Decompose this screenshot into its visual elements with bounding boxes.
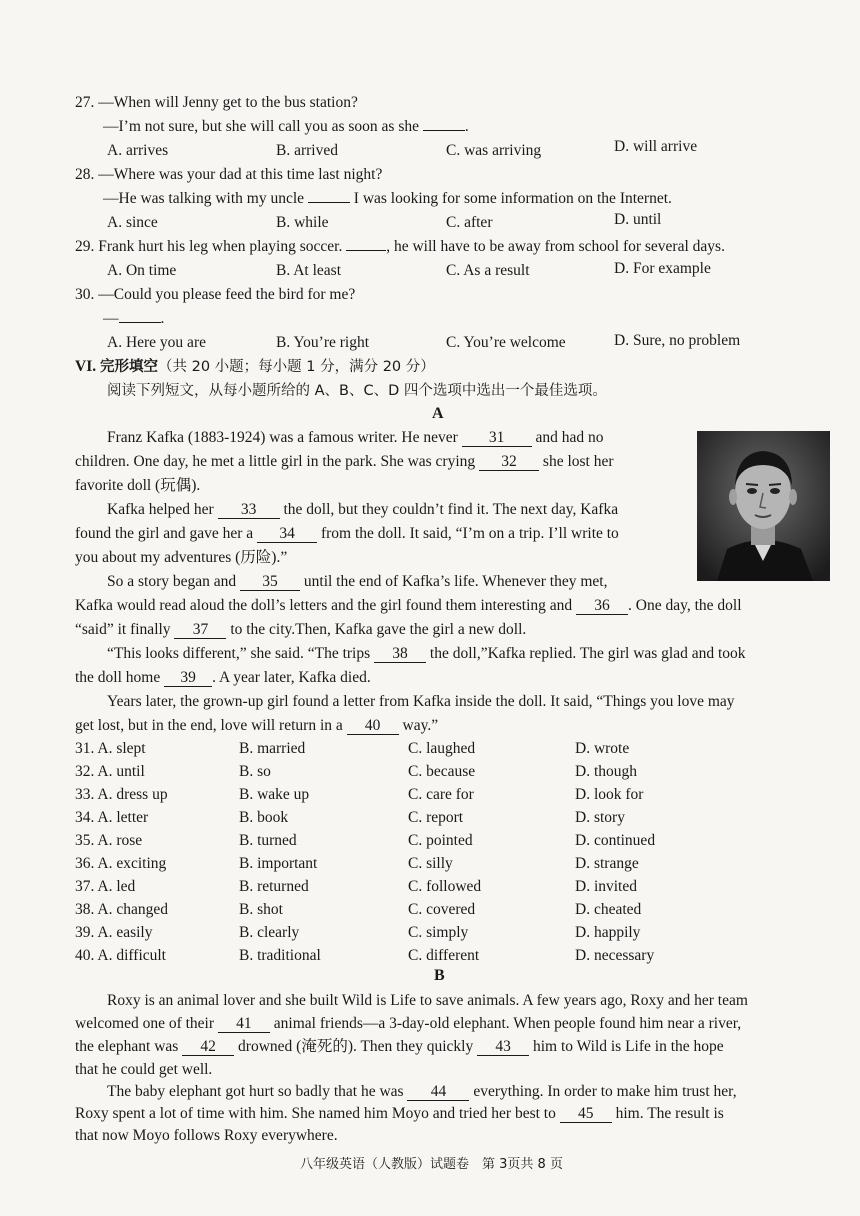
question-30-answer-line [103, 309, 164, 329]
section-6-heading [75, 357, 435, 377]
question-27 [75, 93, 358, 113]
question-28-answer-line [103, 189, 672, 209]
option-32-c: C. because [408, 763, 476, 780]
text: found the girl and gave her a [75, 525, 254, 542]
option-c: C. after [446, 214, 493, 231]
option-b: B. At least [276, 262, 342, 279]
passage-a-line [75, 596, 742, 616]
question-number: 27. [75, 94, 95, 111]
blank-35: 35 [240, 573, 300, 591]
option-35-a: 35. A. rose [75, 832, 143, 849]
option-37-a: 37. A. led [75, 878, 136, 895]
text: the doll,”Kafka replied. The girl was glad and took [429, 645, 746, 662]
text: drowned (淹死的). Then they quickly [238, 1038, 474, 1055]
option-a: A. arrives [107, 142, 169, 159]
option-31-c: C. laughed [408, 740, 476, 757]
option-33-b: B. wake up [239, 786, 310, 803]
passage-a-line: favorite doll (玩偶). [75, 477, 201, 494]
text: . A year later, Kafka died. [212, 669, 371, 686]
blank-32: 32 [479, 453, 539, 471]
option-31-a: 31. A. slept [75, 740, 146, 757]
option-32-b: B. so [239, 763, 271, 780]
option-37-b: B. returned [239, 878, 309, 895]
text: him. The result is [615, 1105, 724, 1122]
answer-dash: — [103, 310, 119, 327]
text: Kafka helped her [107, 501, 214, 518]
text: she lost her [542, 453, 614, 470]
text: The baby elephant got hurt so badly that he was [107, 1083, 404, 1100]
blank-37: 37 [174, 621, 226, 639]
answer-text: —He was talking with my uncle [103, 190, 305, 207]
answer-blank [119, 322, 161, 323]
answer-blank [346, 250, 386, 251]
blank-36: 36 [576, 597, 628, 615]
text: to the city.Then, Kafka gave the girl a new doll. [230, 621, 527, 638]
passage-b-line: that he could get well. [75, 1061, 213, 1078]
option-34-c: C. report [408, 809, 464, 826]
option-32-a: 32. A. until [75, 763, 145, 780]
option-32-d: D. though [575, 763, 637, 780]
section-title: 完形填空 [99, 359, 158, 375]
section-desc: （共 20 小题；每小题 1 分，满分 20 分） [157, 359, 435, 375]
option-37-c: C. followed [408, 878, 482, 895]
option-38-c: C. covered [408, 901, 476, 918]
question-text-end: , he will have to be away from school for several days. [386, 238, 725, 255]
passage-a-line [75, 524, 619, 544]
option-b: B. arrived [276, 142, 338, 159]
option-35-b: B. turned [239, 832, 297, 849]
option-40-b: B. traditional [239, 947, 321, 964]
option-38-d: D. cheated [575, 901, 642, 918]
text: from the doll. It said, “I’m on a trip. I’ll write to [320, 525, 619, 542]
passage-b-line [75, 1037, 724, 1057]
option-39-d: D. happily [575, 924, 641, 941]
option-a: A. since [107, 214, 158, 231]
blank-39: 39 [164, 669, 212, 687]
passage-a-line [75, 452, 614, 472]
option-37-d: D. invited [575, 878, 637, 895]
answer-text-end: I was looking for some information on the Internet. [353, 190, 672, 207]
text: get lost, but in the end, love will return in a [75, 717, 343, 734]
option-d: D. Sure, no problem [614, 332, 741, 349]
text: animal friends—a 3-day-old elephant. When people found him near a river, [273, 1015, 742, 1032]
option-34-b: B. book [239, 809, 289, 826]
passage-a-line [107, 572, 607, 592]
blank-38: 38 [374, 645, 426, 663]
option-39-c: C. simply [408, 924, 469, 941]
passage-a-heading: A [432, 405, 444, 422]
option-40-c: C. different [408, 947, 480, 964]
question-number: 28. [75, 166, 95, 183]
text: and had no [535, 429, 604, 446]
option-40-a: 40. A. difficult [75, 947, 166, 964]
answer-blank [308, 202, 350, 203]
blank-41: 41 [218, 1015, 270, 1033]
option-b: B. You’re right [276, 334, 370, 351]
text: welcomed one of their [75, 1015, 215, 1032]
option-33-a: 33. A. dress up [75, 786, 168, 803]
question-text: —Where was your dad at this time last night? [98, 166, 383, 183]
text: the doll home [75, 669, 161, 686]
question-29 [75, 237, 725, 257]
answer-blank [423, 130, 465, 131]
text: way.” [402, 717, 439, 734]
blank-45: 45 [560, 1105, 612, 1123]
option-d: D. will arrive [614, 138, 698, 155]
option-c: C. was arriving [446, 142, 542, 159]
option-38-a: 38. A. changed [75, 901, 168, 918]
option-d: D. For example [614, 260, 711, 277]
option-c: C. You’re welcome [446, 334, 566, 351]
text: Roxy spent a lot of time with him. She named him Moyo and tried her best to [75, 1105, 556, 1122]
option-b: B. while [276, 214, 329, 231]
question-text: —Could you please feed the bird for me? [98, 286, 356, 303]
question-27-answer-line [103, 117, 469, 137]
option-40-d: D. necessary [575, 947, 655, 964]
option-34-d: D. story [575, 809, 625, 826]
question-text: —When will Jenny get to the bus station? [98, 94, 358, 111]
text: the doll, but they couldn’t find it. The next day, Kafka [283, 501, 619, 518]
passage-a-line [107, 428, 604, 448]
option-39-a: 39. A. easily [75, 924, 153, 941]
option-38-b: B. shot [239, 901, 283, 918]
question-30 [75, 285, 355, 305]
option-36-c: C. silly [408, 855, 453, 872]
answer-text: —I’m not sure, but she will call you as soon as she [103, 118, 419, 135]
blank-34: 34 [257, 525, 317, 543]
option-a: A. Here you are [107, 334, 206, 351]
passage-b-line: Roxy is an animal lover and she built Wild is Life to save animals. A few years ago, Roxy and her team [107, 992, 748, 1009]
option-31-d: D. wrote [575, 740, 630, 757]
option-35-d: D. continued [575, 832, 656, 849]
option-36-a: 36. A. exciting [75, 855, 167, 872]
option-36-d: D. strange [575, 855, 639, 872]
option-35-c: C. pointed [408, 832, 473, 849]
kafka-portrait-image [697, 431, 830, 581]
passage-a-line: Years later, the grown-up girl found a letter from Kafka inside the doll. It said, “Things you love may [107, 693, 735, 710]
passage-a-line [75, 668, 371, 688]
passage-b-heading: B [434, 967, 445, 984]
text: until the end of Kafka’s life. Whenever they met, [303, 573, 608, 590]
text: . One day, the doll [628, 597, 742, 614]
passage-a-line [107, 644, 746, 664]
passage-a-line [75, 620, 526, 640]
blank-42: 42 [182, 1038, 234, 1056]
blank-43: 43 [477, 1038, 529, 1056]
text: him to Wild is Life in the hope [532, 1038, 724, 1055]
option-33-d: D. look for [575, 786, 644, 803]
question-number: 30. [75, 286, 95, 303]
passage-b-line: that now Moyo follows Roxy everywhere. [75, 1127, 338, 1144]
blank-31: 31 [462, 429, 532, 447]
text: everything. In order to make him trust her, [473, 1083, 737, 1100]
text: So a story began and [107, 573, 237, 590]
section-instruction: 阅读下列短文，从每小题所给的 A、B、C、D 四个选项中选出一个最佳选项。 [107, 383, 607, 399]
option-c: C. As a result [446, 262, 530, 279]
text: Kafka would read aloud the doll’s letters and the girl found them interesting and [75, 597, 573, 614]
passage-b-line [75, 1014, 741, 1034]
option-31-b: B. married [239, 740, 306, 757]
text: children. One day, he met a little girl in the park. She was crying [75, 453, 476, 470]
question-text: Frank hurt his leg when playing soccer. [98, 238, 343, 255]
question-28 [75, 165, 382, 185]
page-footer: 八年级英语（人教版）试题卷 第 3页共 8 页 [300, 1157, 563, 1172]
blank-40: 40 [347, 717, 399, 735]
section-label: VI. [75, 358, 97, 375]
passage-a-line: you about my adventures (历险).” [75, 549, 288, 566]
option-a: A. On time [107, 262, 177, 279]
option-36-b: B. important [239, 855, 318, 872]
text: “said” it finally [75, 621, 171, 638]
blank-33: 33 [218, 501, 280, 519]
option-39-b: B. clearly [239, 924, 300, 941]
text: “This looks different,” she said. “The trips [107, 645, 371, 662]
text: the elephant was [75, 1038, 179, 1055]
passage-b-line [75, 1104, 724, 1124]
passage-b-line [107, 1082, 737, 1102]
blank-44: 44 [407, 1083, 469, 1101]
passage-a-line [75, 716, 438, 736]
passage-a-line [107, 500, 618, 520]
answer-text-end: . [160, 310, 165, 327]
option-33-c: C. care for [408, 786, 474, 803]
question-number: 29. [75, 238, 95, 255]
option-34-a: 34. A. letter [75, 809, 149, 826]
text: Franz Kafka (1883-1924) was a famous writer. He never [107, 429, 458, 446]
option-d: D. until [614, 211, 662, 228]
answer-text-end: . [464, 118, 469, 135]
